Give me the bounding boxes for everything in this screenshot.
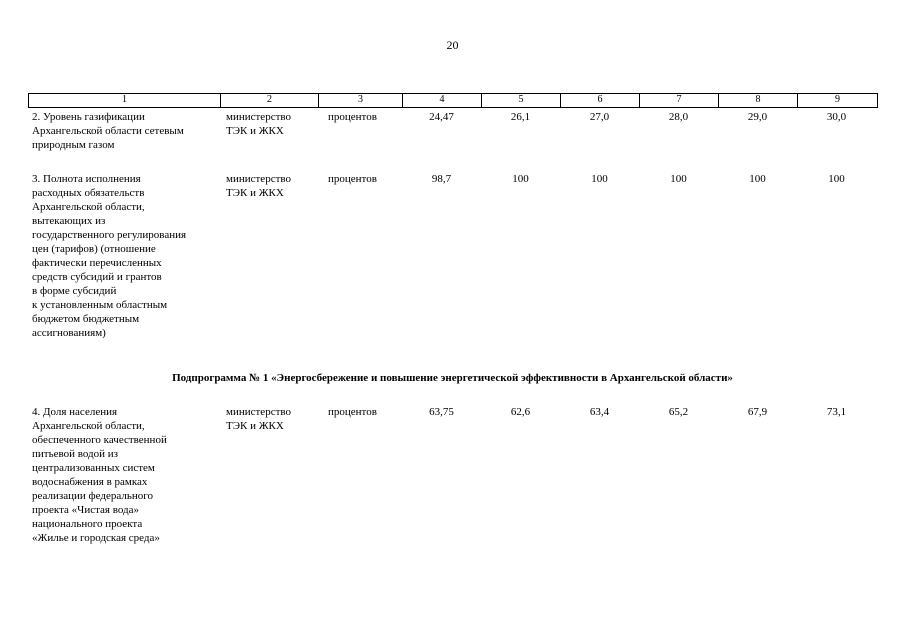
indicator-name-line: Архангельской области, — [32, 201, 145, 213]
indicator-name-line: обеспеченного качественной — [32, 434, 167, 446]
ministry-line: министерство — [226, 173, 292, 185]
indicator-name-line: ассигнованиям) — [32, 327, 106, 339]
header-col-4: 4 — [403, 94, 482, 107]
indicator-name-line: государственного регулирования — [32, 229, 187, 241]
value-col-4: 24,47 — [429, 111, 454, 123]
value-col-5: 62,6 — [510, 406, 531, 418]
value-col-4: 98,7 — [431, 173, 452, 185]
indicator-name-line: Архангельской области сетевым — [32, 125, 184, 137]
page-number: 20 — [446, 38, 459, 52]
indicator-name-line: Архангельской области, — [32, 420, 145, 432]
ministry-line: ТЭК и ЖКХ — [226, 420, 284, 432]
unit: процентов — [328, 111, 377, 123]
indicator-name-line: 3. Полнота исполнения — [32, 173, 141, 185]
indicator-name — [28, 172, 220, 340]
indicator-name-line: реализации федерального — [32, 490, 153, 502]
value-col-9: 30,0 — [826, 111, 847, 123]
value-col-6: 27,0 — [589, 111, 610, 123]
indicator-name-line: бюджетом бюджетным — [32, 313, 140, 325]
indicator-name-line: национального проекта — [32, 518, 143, 530]
header-col-2: 2 — [221, 94, 319, 107]
indicator-name-line: фактически перечисленных — [32, 257, 162, 269]
value-col-8: 29,0 — [747, 111, 768, 123]
value-col-6: 100 — [591, 173, 608, 185]
value-col-4: 63,75 — [429, 406, 454, 418]
indicator-name-line: природным газом — [32, 139, 115, 151]
ministry-line: ТЭК и ЖКХ — [226, 125, 284, 137]
value-col-8: 100 — [749, 173, 766, 185]
indicator-name-line: в форме субсидий — [32, 285, 117, 297]
value-col-9: 73,1 — [826, 406, 847, 418]
indicator-name-line: средств субсидий и грантов — [32, 271, 162, 283]
indicator-name-line: расходных обязательств — [32, 187, 145, 199]
indicator-name-line: водоснабжения в рамках — [32, 476, 148, 488]
value-col-7: 100 — [670, 173, 687, 185]
value-col-9: 100 — [828, 173, 845, 185]
responsible-ministry — [220, 110, 318, 152]
indicator-name-line: питьевой водой из — [32, 448, 119, 460]
value-col-7: 65,2 — [668, 406, 689, 418]
value-col-5: 100 — [512, 173, 529, 185]
value-col-8: 67,9 — [747, 406, 768, 418]
value-col-7: 28,0 — [668, 111, 689, 123]
indicator-name-line: «Жилье и городская среда» — [32, 532, 160, 544]
value-col-6: 63,4 — [589, 406, 610, 418]
ministry-line: министерство — [226, 111, 292, 123]
indicator-name-line: централизованных систем — [32, 462, 155, 474]
table-row — [28, 110, 876, 152]
header-col-5: 5 — [482, 94, 561, 107]
ministry-line: ТЭК и ЖКХ — [226, 187, 284, 199]
responsible-ministry — [220, 172, 318, 340]
table-row — [28, 172, 876, 340]
unit: процентов — [328, 173, 377, 185]
responsible-ministry — [220, 405, 318, 545]
header-col-3: 3 — [319, 94, 403, 107]
unit: процентов — [328, 406, 377, 418]
header-col-1: 1 — [29, 94, 221, 107]
table-header-row — [28, 93, 878, 108]
indicator-name-line: 2. Уровень газификации — [32, 111, 145, 123]
subprogram-heading: Подпрограмма № 1 «Энергосбережение и повышение энергетической эффективности в Архангельской области» — [172, 372, 733, 384]
table-row — [28, 405, 876, 545]
header-col-9: 9 — [835, 94, 840, 105]
indicator-name-line: вытекающих из — [32, 215, 106, 227]
indicator-name — [28, 405, 220, 545]
indicator-name-line: цен (тарифов) (отношение — [32, 243, 156, 255]
indicator-name-line: проекта «Чистая вода» — [32, 504, 140, 516]
ministry-line: министерство — [226, 406, 292, 418]
header-col-7: 7 — [640, 94, 719, 107]
indicator-name — [28, 110, 220, 152]
indicator-name-line: 4. Доля населения — [32, 406, 118, 418]
header-col-8: 8 — [719, 94, 798, 107]
header-col-6: 6 — [561, 94, 640, 107]
value-col-5: 26,1 — [510, 111, 531, 123]
indicator-name-line: к установленным областным — [32, 299, 168, 311]
